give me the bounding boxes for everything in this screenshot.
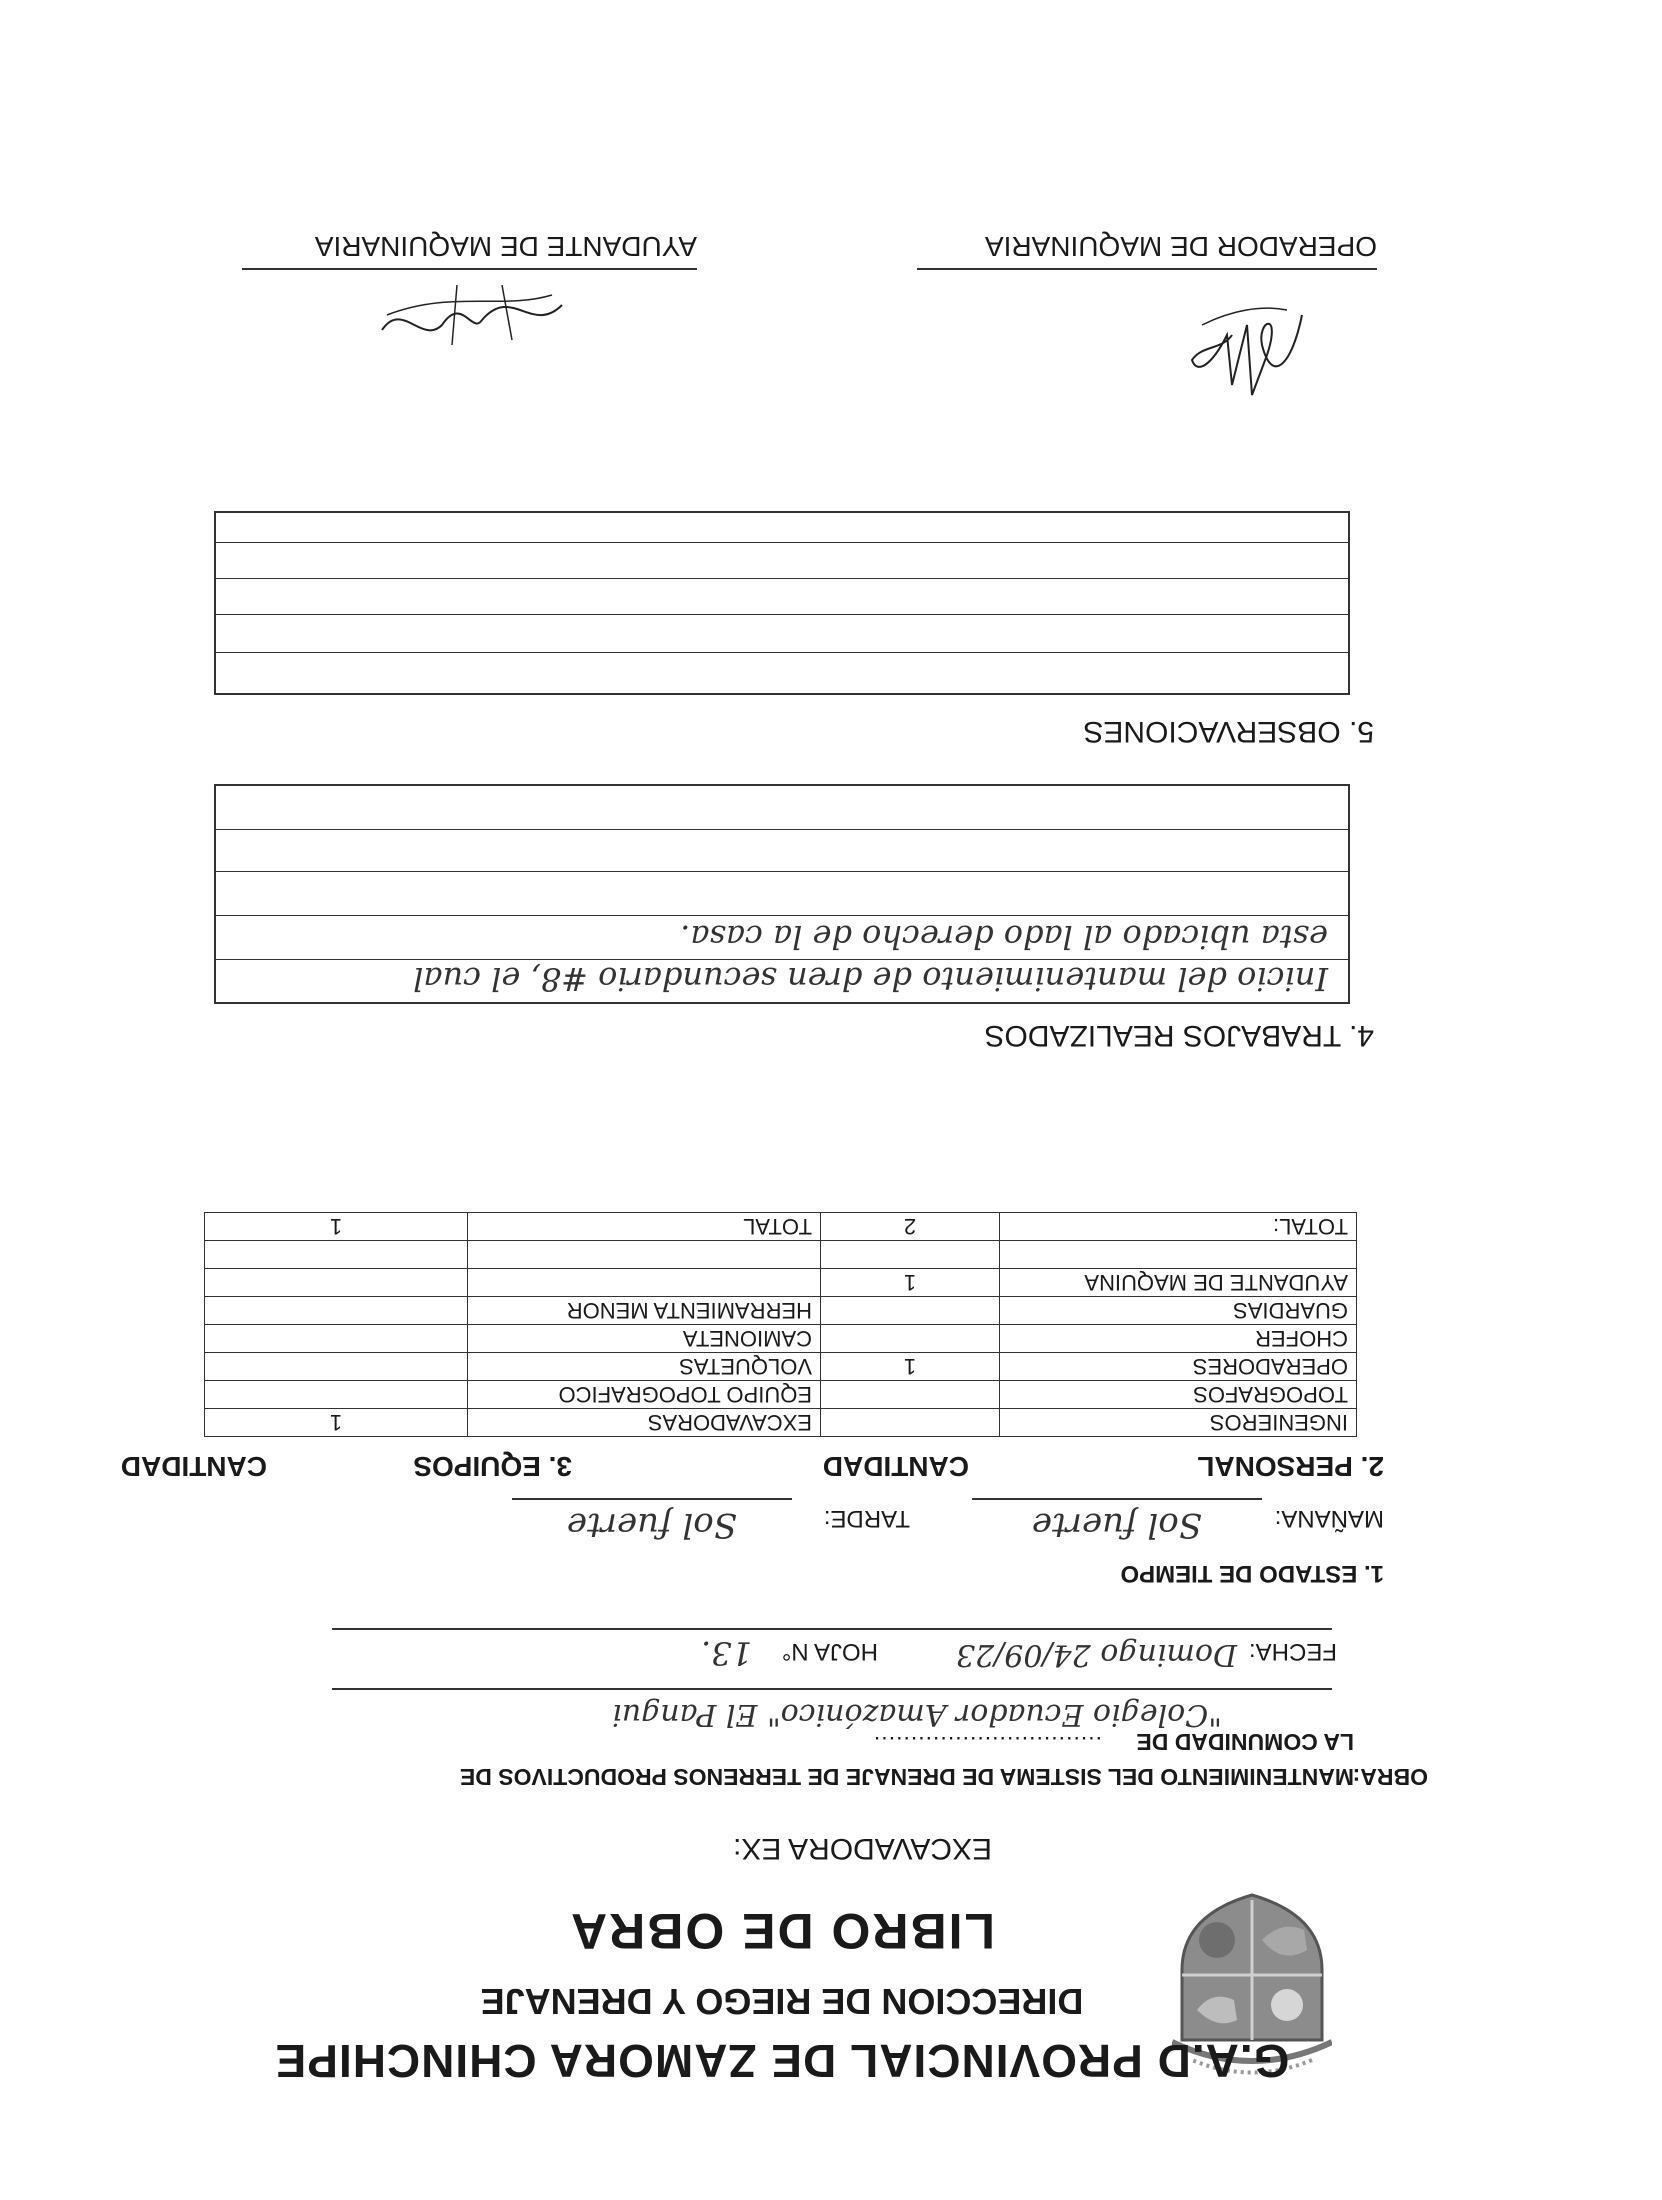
table-row	[205, 1297, 1357, 1325]
personal-cantidad-cell	[821, 1241, 1000, 1269]
equipo-cantidad-cell	[205, 1381, 468, 1409]
equipo-cell: EXCAVADORAS	[468, 1409, 821, 1437]
equipo-cell: EQUIPO TOPOGRAFICO	[468, 1381, 821, 1409]
personal-cell: AYUDANTE DE MAQUINA	[1000, 1269, 1357, 1297]
equipo-cantidad-cell	[205, 1269, 468, 1297]
obra-label: OBRA:	[1352, 1764, 1428, 1790]
tarde-label: TARDE:	[823, 1505, 910, 1532]
table-row	[205, 1381, 1357, 1409]
manana-underline	[972, 1498, 1262, 1500]
comunidad-label: LA COMUNIDAD DE	[1136, 1729, 1354, 1755]
organization-title: G.A.D PROVINCIAL DE ZAMORA CHINCHIPE	[274, 2035, 1290, 2087]
trabajos-heading: 4. TRABAJOS REALIZADOS	[984, 1019, 1374, 1052]
tarde-value: Sol fuerte	[566, 1505, 737, 1545]
operator-signature-label: OPERADOR DE MAQUINARIA	[917, 230, 1377, 270]
personal-cantidad-cell	[821, 1381, 1000, 1409]
equipo-cantidad-cell	[205, 1353, 468, 1381]
comunidad-dotted-leader: ...............................	[872, 1732, 1102, 1758]
equipo-cantidad-cell	[205, 1297, 468, 1325]
equipos-cantidad-heading: CANTIDAD	[120, 1451, 267, 1482]
obra-description: MANTENIMIENTO DEL SISTEMA DE DRENAJE DE TERRENOS PRODUCTIVOS DE	[459, 1764, 1354, 1790]
comunidad-value: "Colegio Ecuador Amazónico" El Pangui	[612, 1697, 1222, 1732]
department-title: DIRECCION DE RIEGO Y DRENAJE	[480, 1981, 1084, 2022]
observaciones-box	[214, 511, 1350, 695]
fecha-underline	[332, 1628, 1332, 1630]
equipo-cantidad-cell	[205, 1325, 468, 1353]
personal-cell: OPERADORES	[1000, 1353, 1357, 1381]
tarde-underline	[512, 1498, 792, 1500]
estado-tiempo-heading: 1. ESTADO DE TIEMPO	[1120, 1560, 1384, 1587]
personal-cell: TOPOGRAFOS	[1000, 1381, 1357, 1409]
table-row	[205, 1325, 1357, 1353]
hoja-label: HOJA N°	[781, 1638, 878, 1665]
table-row	[205, 1353, 1357, 1381]
trabajos-box	[214, 784, 1350, 1004]
fecha-label: FECHA:	[1248, 1638, 1337, 1665]
equipo-cell	[468, 1269, 821, 1297]
trabajos-line-1: Inicio del mantenimiento de dren secundario #8, el cual	[413, 960, 1328, 998]
equipo-cantidad-cell: 1	[205, 1213, 468, 1241]
personal-cantidad-cell: 1	[821, 1269, 1000, 1297]
equipo-cell	[468, 1241, 821, 1269]
equipo-cantidad-cell	[205, 1241, 468, 1269]
equipo-cell: HERRAMIENTA MENOR	[468, 1297, 821, 1325]
personal-cell: INGENIEROS	[1000, 1409, 1357, 1437]
personal-cell: CHOFER	[1000, 1325, 1357, 1353]
comunidad-underline	[332, 1688, 1332, 1690]
personal-cell	[1000, 1241, 1357, 1269]
personal-cantidad-cell: 2	[821, 1213, 1000, 1241]
personal-cantidad-cell	[821, 1325, 1000, 1353]
assistant-signature-label: AYUDANTE DE MAQUINARIA	[242, 230, 697, 270]
personal-heading: 2. PERSONAL	[1197, 1451, 1384, 1482]
equipo-cell: TOTAL	[468, 1213, 821, 1241]
hoja-value: 13.	[701, 1634, 752, 1672]
manana-value: Sol fuerte	[1031, 1505, 1202, 1545]
book-title: LIBRO DE OBRA	[569, 1903, 995, 1959]
personal-cantidad-heading: CANTIDAD	[822, 1451, 969, 1482]
equipo-cantidad-cell: 1	[205, 1409, 468, 1437]
personal-cantidad-cell	[821, 1409, 1000, 1437]
personal-cantidad-cell: 1	[821, 1353, 1000, 1381]
equipos-heading: 3. EQUIPOS	[413, 1451, 572, 1482]
operator-signature	[1172, 295, 1322, 405]
equipo-cell: VOLQUETAS	[468, 1353, 821, 1381]
observaciones-heading: 5. OBSERVACIONES	[1083, 715, 1374, 748]
table-row	[205, 1269, 1357, 1297]
table-row	[205, 1409, 1357, 1437]
assistant-signature	[372, 275, 572, 355]
personal-cantidad-cell	[821, 1297, 1000, 1325]
personal-equipos-table	[204, 1212, 1357, 1437]
machine-label: EXCAVADORA EX:	[733, 1832, 992, 1865]
fecha-value: Domingo 24/09/23	[955, 1637, 1237, 1672]
table-row	[205, 1213, 1357, 1241]
equipo-cell: CAMIONETA	[468, 1325, 821, 1353]
manana-label: MAÑANA:	[1274, 1505, 1384, 1532]
trabajos-line-2: esta ubicado al lado derecho de la casa.	[680, 918, 1328, 956]
table-row	[205, 1241, 1357, 1269]
personal-cell: GUARDIAS	[1000, 1297, 1357, 1325]
personal-cell: TOTAL:	[1000, 1213, 1357, 1241]
